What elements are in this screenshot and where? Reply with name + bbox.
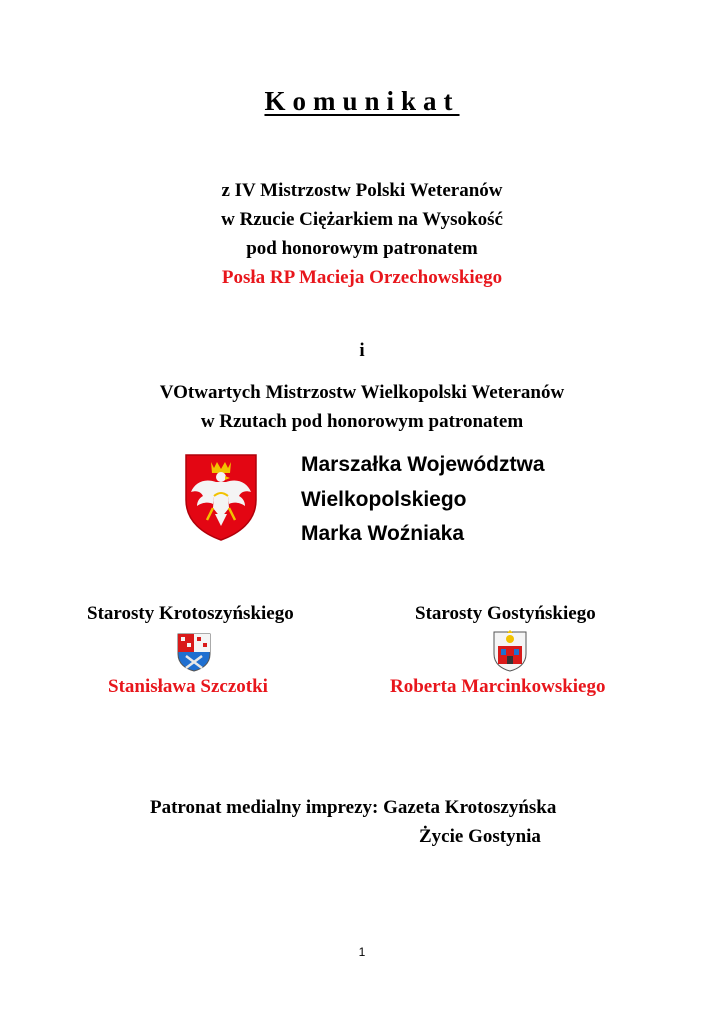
marshal-line-3: Marka Woźniaka [301,522,465,545]
intro-line-2: w Rzucie Ciężarkiem na Wysokość [221,209,503,230]
conjunction: i [359,340,365,361]
marshal-line-2: Wielkopolskiego [301,487,467,511]
starost-right-title: Starosty Gostyńskiego [415,603,596,624]
second-block [0,378,724,436]
starost-left-title: Starosty Krotoszyńskiego [87,603,294,624]
starost-left-name: Stanisława Szczotki [108,676,268,697]
marshal-block [301,448,545,552]
wielkopolska-coat-of-arms-icon [183,452,259,542]
intro-patron: Posła RP Macieja Orzechowskiego [221,267,503,288]
document-title: Komunikat [264,86,460,116]
intro-line-3: pod honorowym patronatem [246,238,478,259]
intro-line-1: z IV Mistrzostw Polski Weteranów [221,180,503,201]
second-line-2: w Rzutach pod honorowym patronatem [200,411,524,432]
marshal-line-1: Marszałka Województwa [301,453,545,476]
second-line-1: VOtwartych Mistrzostw Wielkopolski Weteranów [159,382,565,403]
intro-block [0,176,724,292]
page-number: 1 [358,945,366,959]
media-patronage-label: Patronat medialny imprezy: Gazeta Krotoszyńska [150,797,557,818]
krotoszyn-coat-of-arms-icon [176,632,212,672]
media-patronage-second: Życie Gostynia [419,826,541,847]
gostyn-coat-of-arms-icon [492,630,528,672]
starost-right-name: Roberta Marcinkowskiego [390,676,606,697]
